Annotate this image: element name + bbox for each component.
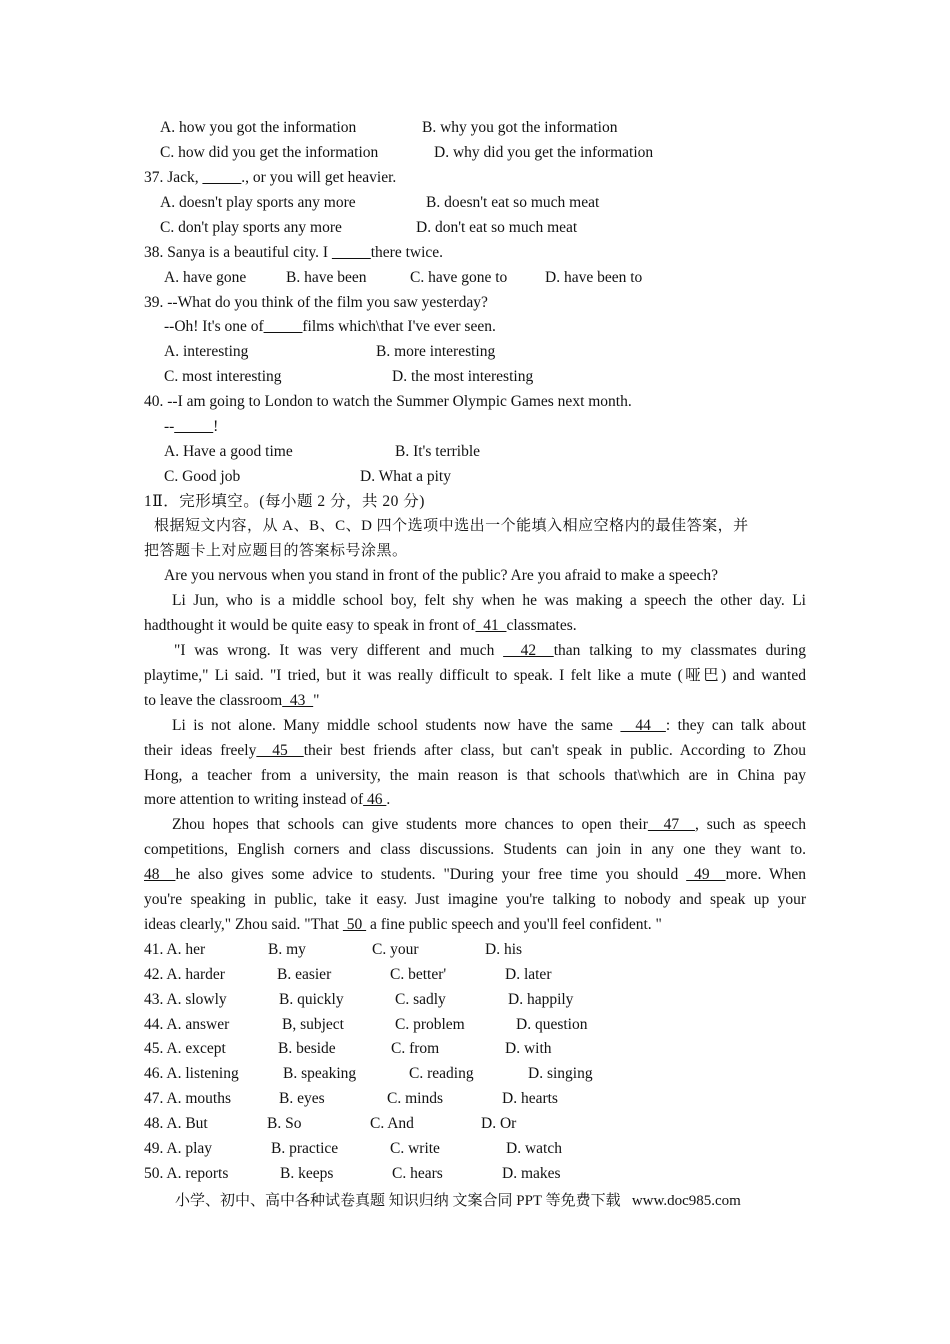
passage-p5-line3: 48 he also gives some advice to students. "During your free time you should 49 more. When xyxy=(144,866,807,883)
q40-blank: _____ xyxy=(174,418,214,435)
passage-p5-line5: ideas clearly," Zhou said. "That 50 a fine public speech and you'll feel confident. " xyxy=(144,916,662,933)
answer-49-d: D. watch xyxy=(506,1140,562,1157)
passage-p5-line4: you're speaking in public, take it easy. Just imagine you're talking to nobody and speak up your xyxy=(144,891,806,908)
q38-option-a: A. have gone xyxy=(164,269,247,286)
answer-43-a: 43. A. slowly xyxy=(144,991,227,1008)
answer-48-a: 48. A. But xyxy=(144,1115,208,1132)
answer-44-a: 44. A. answer xyxy=(144,1016,230,1033)
answer-41-c: C. your xyxy=(372,941,419,958)
q38-stem: 38. Sanya is a beautiful city. I _____there twice. xyxy=(144,244,444,261)
answer-48-b: B. So xyxy=(267,1115,302,1132)
q37-option-c: C. don't play sports any more xyxy=(160,219,342,236)
answer-48-d: D. Or xyxy=(481,1115,517,1132)
answer-46-d: D. singing xyxy=(528,1065,593,1082)
passage-p4-line4: more attention to writing instead of 46 . xyxy=(144,791,391,808)
answer-46-b: B. speaking xyxy=(283,1065,357,1082)
blank-46: 46 xyxy=(363,791,387,808)
q38-option-b: B. have been xyxy=(286,269,367,286)
answer-46-a: 46. A. listening xyxy=(144,1065,239,1082)
answer-42-c: C. better' xyxy=(390,966,447,983)
answer-47-b: B. eyes xyxy=(279,1090,325,1107)
passage-p1: Are you nervous when you stand in front of the public? Are you afraid to make a speech? xyxy=(164,567,718,584)
q38-option-c: C. have gone to xyxy=(410,269,508,286)
blank-44: 44 xyxy=(620,717,666,734)
q40-option-d: D. What a pity xyxy=(360,468,451,485)
answer-49-b: B. practice xyxy=(271,1140,339,1157)
answer-42-d: D. later xyxy=(505,966,552,983)
answer-46-c: C. reading xyxy=(409,1065,474,1082)
answer-41-b: B. my xyxy=(268,941,306,958)
q38-blank: _____ xyxy=(331,244,371,261)
answer-50-b: B. keeps xyxy=(280,1165,334,1182)
blank-41: 41 xyxy=(475,617,507,634)
answer-43-c: C. sadly xyxy=(395,991,446,1008)
passage-p5-line2: competitions, English corners and class discussions. Students can join in any one they want to. xyxy=(144,841,806,858)
answer-44-c: C. problem xyxy=(395,1016,465,1033)
q40-reply: --_____! xyxy=(164,418,219,435)
q40-option-c: C. Good job xyxy=(164,468,241,485)
passage-p5-line1: Zhou hopes that schools can give students more chances to open their 47 , such as speech xyxy=(172,816,806,833)
answer-43-d: D. happily xyxy=(508,991,574,1008)
answer-41-d: D. his xyxy=(485,941,523,958)
answer-49-a: 49. A. play xyxy=(144,1140,213,1157)
q39-reply: --Oh! It's one of_____films which\that I've ever seen. xyxy=(164,318,496,335)
answer-45-b: B. beside xyxy=(278,1040,336,1057)
passage-p4-line2: their ideas freely 45 their best friends after class, but can't speak in public. According to Zhou xyxy=(144,742,806,759)
section-instruction-line2: 把答题卡上对应题目的答案标号涂黑。 xyxy=(144,543,408,559)
q40-stem: 40. --I am going to London to watch the Summer Olympic Games next month. xyxy=(144,393,632,410)
answer-47-a: 47. A. mouths xyxy=(144,1090,231,1107)
q37-option-d: D. don't eat so much meat xyxy=(416,219,578,236)
answer-45-d: D. with xyxy=(505,1040,552,1057)
answer-41-a: 41. A. her xyxy=(144,941,206,958)
passage-p3-line2: playtime," Li said. "I tried, but it was really difficult to speak. I felt like a mute (哑巴) and wanted xyxy=(144,667,806,684)
q38-option-d: D. have been to xyxy=(545,269,643,286)
q36-option-c: C. how did you get the information xyxy=(160,144,379,161)
blank-49: 49 xyxy=(686,866,726,883)
answer-47-c: C. minds xyxy=(387,1090,443,1107)
blank-43: 43 xyxy=(282,692,314,709)
passage-p2-line2: hadthought it would be quite easy to speak in front of 41 classmates. xyxy=(144,617,577,634)
q39-option-b: B. more interesting xyxy=(376,343,496,360)
answer-45-c: C. from xyxy=(391,1040,440,1057)
passage-p4-line1: Li is not alone. Many middle school students now have the same 44 : they can talk about xyxy=(172,717,806,734)
answer-50-c: C. hears xyxy=(392,1165,443,1182)
q36-option-a: A. how you got the information xyxy=(160,119,357,136)
q37-option-b: B. doesn't eat so much meat xyxy=(426,194,600,211)
blank-48: 48 xyxy=(144,866,176,883)
q39-option-d: D. the most interesting xyxy=(392,368,534,385)
footer-text: 小学、初中、高中各种试卷真题 知识归纳 文案合同 PPT 等免费下载 www.doc985.com xyxy=(175,1193,741,1209)
section-instruction-line1: 根据短文内容，从 A、B、C、D 四个选项中选出一个能填入相应空格内的最佳答案，并 xyxy=(154,518,749,534)
passage-p3-line3: to leave the classroom 43 " xyxy=(144,692,320,709)
q40-option-b: B. It's terrible xyxy=(395,443,481,460)
section-heading: 1Ⅱ．完形填空。(每小题 2 分，共 20 分) xyxy=(144,493,425,510)
answer-42-a: 42. A. harder xyxy=(144,966,225,983)
q39-option-c: C. most interesting xyxy=(164,368,282,385)
q40-option-a: A. Have a good time xyxy=(164,443,293,460)
q39-option-a: A. interesting xyxy=(164,343,249,360)
q39-stem: 39. --What do you think of the film you saw yesterday? xyxy=(144,294,488,311)
q37-blank: _____ xyxy=(202,169,242,186)
passage-p2-line1: Li Jun, who is a middle school boy, felt shy when he was making a speech the other day. Li xyxy=(172,592,806,609)
q37-stem: 37. Jack, _____., or you will get heavier. xyxy=(144,169,397,186)
answer-43-b: B. quickly xyxy=(279,991,344,1008)
blank-47: 47 xyxy=(647,816,695,833)
q36-option-d: D. why did you get the information xyxy=(434,144,654,161)
answer-50-d: D. makes xyxy=(502,1165,561,1182)
answer-47-d: D. hearts xyxy=(502,1090,558,1107)
passage-p4-line3: Hong, a teacher from a university, the main reason is that schools that\which are in China pay xyxy=(144,767,806,784)
passage-p3-line1: "I was wrong. It was very different and much 42 than talking to my classmates during xyxy=(174,642,806,659)
blank-45: 45 xyxy=(256,742,304,759)
blank-42: 42 xyxy=(503,642,554,659)
answer-48-c: C. And xyxy=(370,1115,414,1132)
answer-44-b: B, subject xyxy=(282,1016,344,1033)
answer-44-d: D. question xyxy=(516,1016,588,1033)
q37-option-a: A. doesn't play sports any more xyxy=(160,194,356,211)
answer-49-c: C. write xyxy=(390,1140,440,1157)
q36-option-b: B. why you got the information xyxy=(422,119,618,136)
answer-42-b: B. easier xyxy=(277,966,332,983)
answer-45-a: 45. A. except xyxy=(144,1040,226,1057)
q39-blank: _____ xyxy=(263,318,303,335)
answer-50-a: 50. A. reports xyxy=(144,1165,229,1182)
blank-50: 50 xyxy=(342,916,367,933)
